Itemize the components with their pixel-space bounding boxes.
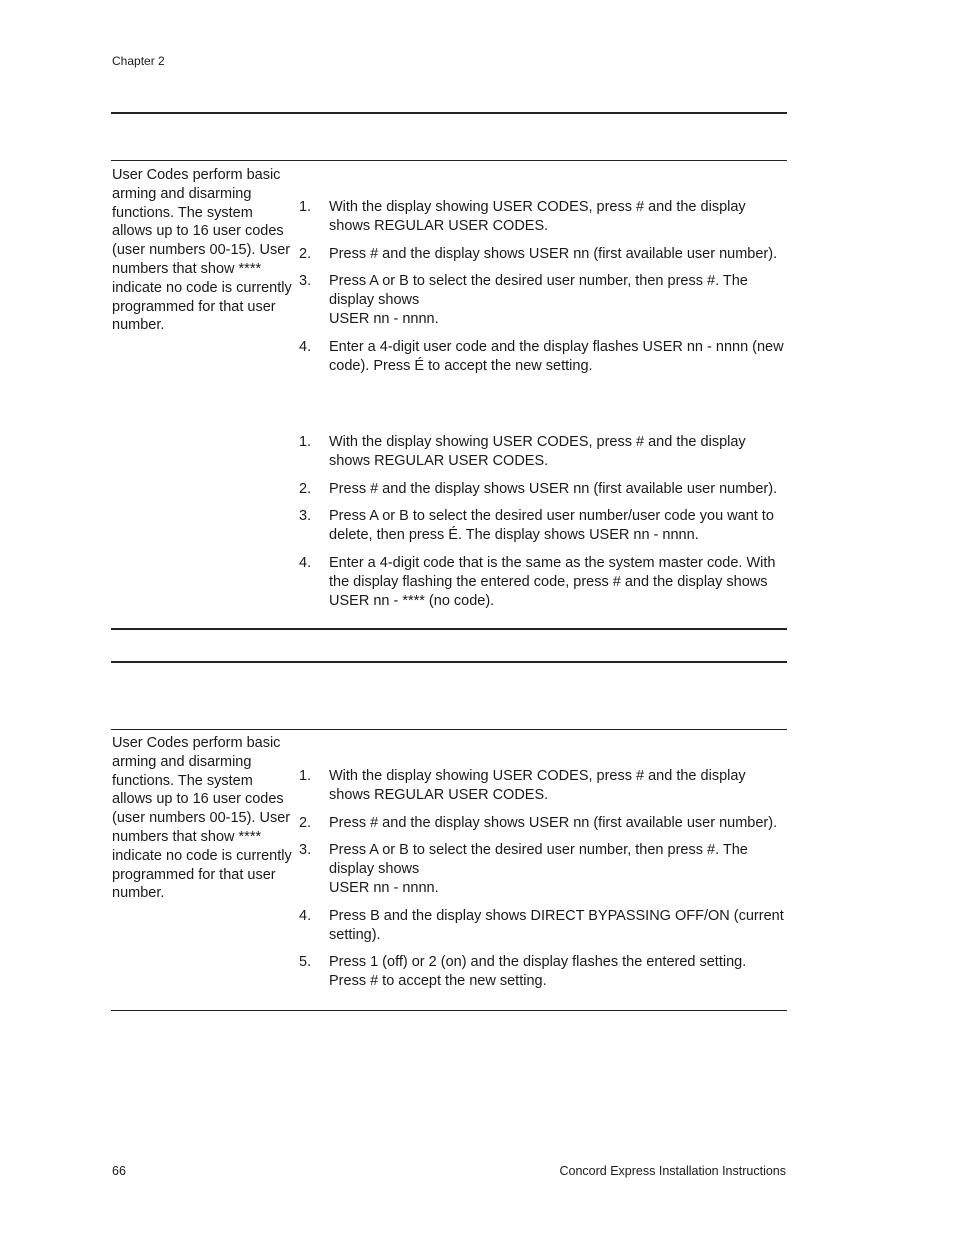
list-item — [299, 554, 787, 610]
step-text: Press # and the display shows USER nn (first available user number). — [329, 480, 778, 497]
list-item — [299, 480, 787, 499]
step-number: 3. — [299, 508, 312, 525]
step-number: 1. — [299, 199, 312, 215]
list-item — [299, 198, 787, 236]
step-text: Enter a 4-digit user code and the display flashes USER nn - nnnn (new code). Press É to accept the new setting. — [329, 338, 784, 374]
section-1-table-rule — [111, 160, 787, 161]
step-text: Press A or B to select the desired user number, then press #. The display shows USER nn - nnnn. — [329, 842, 748, 896]
section-1-steps-group-2 — [299, 433, 787, 619]
section-2-sidebar-note: User Codes perform basic arming and disarming functions. The system allows up to 16 user codes (user numbers 00-15). User numbers that show **** indicate no code is currently programmed for that user number. — [112, 735, 292, 902]
list-item — [299, 507, 787, 545]
step-number: 1. — [299, 768, 312, 784]
step-text: With the display showing USER CODES, press # and the display shows REGULAR USER CODES. — [329, 434, 746, 469]
section-1-bottom-rule — [111, 628, 787, 630]
step-number: 2. — [299, 480, 312, 497]
step-number: 4. — [299, 554, 312, 571]
list-item — [299, 907, 787, 945]
step-text: Press A or B to select the desired user number/user code you want to delete, then press É. The display shows USER nn - nnnn. — [329, 508, 774, 544]
step-number: 2. — [299, 245, 312, 262]
section-1-sidebar-note: User Codes perform basic arming and disarming functions. The system allows up to 16 user codes (user numbers 00-15). User numbers that show **** indicate no code is currently programmed for that user number. — [112, 167, 292, 334]
step-number: 4. — [299, 338, 312, 355]
step-number: 5. — [299, 954, 312, 971]
step-text: Press 1 (off) or 2 (on) and the display flashes the entered setting. Press # to accept the new setting. — [329, 954, 747, 990]
list-item — [299, 433, 787, 471]
section-2-steps-group-1 — [299, 767, 787, 1000]
list-item — [299, 338, 787, 376]
step-text: Press B and the display shows DIRECT BYPASSING OFF/ON (current setting). — [329, 907, 784, 943]
step-number: 2. — [299, 814, 312, 831]
step-text: Enter a 4-digit code that is the same as the system master code. With the display flashing the entered code, press # and the display shows USER nn - **** (no code). — [329, 554, 776, 609]
step-number: 3. — [299, 273, 312, 290]
section-2-table-rule — [111, 729, 787, 730]
list-item — [299, 272, 787, 328]
page-number: 66 — [112, 1164, 126, 1178]
section-1-top-rule — [111, 112, 787, 114]
step-number: 3. — [299, 842, 312, 859]
step-text: Press # and the display shows USER nn (first available user number). — [329, 814, 778, 831]
step-text: With the display showing USER CODES, press # and the display shows REGULAR USER CODES. — [329, 768, 746, 803]
chapter-label: Chapter 2 — [112, 54, 165, 68]
list-item — [299, 814, 787, 833]
list-item — [299, 245, 787, 264]
section-1-steps-group-1 — [299, 198, 787, 384]
step-number: 1. — [299, 434, 312, 450]
list-item — [299, 953, 787, 991]
document-title: Concord Express Installation Instructions — [559, 1164, 786, 1178]
step-text: With the display showing USER CODES, press # and the display shows REGULAR USER CODES. — [329, 199, 746, 234]
step-number: 4. — [299, 907, 312, 924]
step-text: Press A or B to select the desired user number, then press #. The display shows USER nn - nnnn. — [329, 273, 748, 327]
step-text: Press # and the display shows USER nn (first available user number). — [329, 245, 778, 262]
list-item — [299, 841, 787, 897]
section-2-bottom-rule — [111, 1010, 787, 1011]
list-item — [299, 767, 787, 805]
section-2-top-rule — [111, 661, 787, 663]
